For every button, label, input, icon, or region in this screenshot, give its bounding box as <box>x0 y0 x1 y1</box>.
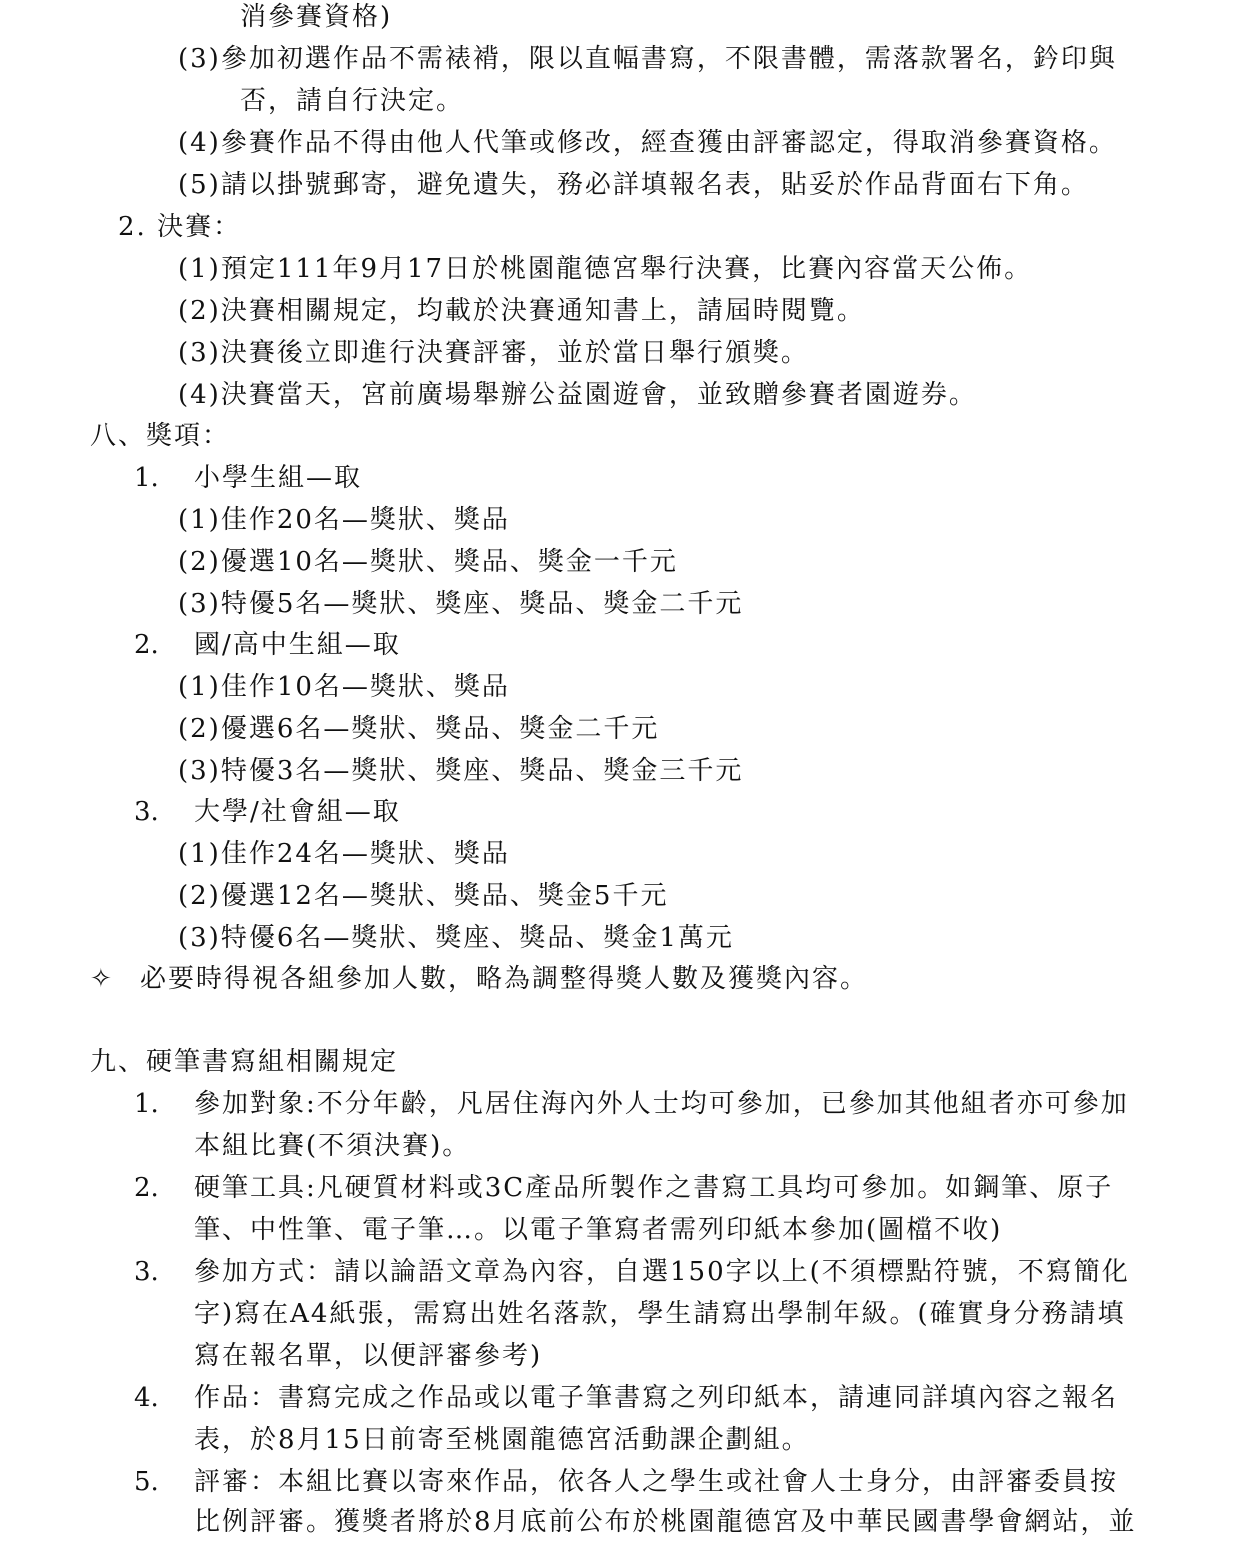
list-number: 1. <box>134 463 159 493</box>
text-line: (2)決賽相關規定，均載於決賽通知書上，請屆時閱覽。 <box>178 296 865 326</box>
text-line: 否，請自行決定。 <box>240 86 465 116</box>
rule-item-continued: 比例評審。獲獎者將於8月底前公布於桃園龍德宮及中華民國書學會網站，並 <box>194 1507 1137 1537</box>
rule-item-continued: 表，於8月15日前寄至桃園龍德宮活動課企劃組。 <box>194 1425 810 1455</box>
award-group-heading: 國/高中生組—取 <box>194 630 401 660</box>
text-line: (4)參賽作品不得由他人代筆或修改，經查獲由評審認定，得取消參賽資格。 <box>178 128 1117 158</box>
rule-item-continued: 筆、中性筆、電子筆…。以電子筆寫者需列印紙本參加(圖檔不收) <box>194 1215 1003 1245</box>
award-item: (3)特優5名—獎狀、獎座、獎品、獎金二千元 <box>178 589 744 619</box>
list-number: 1. <box>134 1089 159 1119</box>
subsection-heading: 2. 決賽： <box>118 212 242 242</box>
rule-item-continued: 字)寫在A4紙張，需寫出姓名落款，學生請寫出學制年級。(確實身分務請填 <box>194 1299 1126 1329</box>
award-item: (3)特優6名—獎狀、獎座、獎品、獎金1萬元 <box>178 923 734 953</box>
text-line: (4)決賽當天，宮前廣場舉辦公益園遊會，並致贈參賽者園遊券。 <box>178 380 977 410</box>
award-item: (2)優選12名—獎狀、獎品、獎金5千元 <box>178 881 669 911</box>
text-line: (1)預定111年9月17日於桃園龍德宮舉行決賽，比賽內容當天公佈。 <box>178 254 1033 284</box>
text-line: (5)請以掛號郵寄，避免遺失，務必詳填報名表，貼妥於作品背面右下角。 <box>178 170 1089 200</box>
rule-item: 評審：本組比賽以寄來作品，依各人之學生或社會人士身分，由評審委員按 <box>194 1467 1119 1497</box>
award-item: (1)佳作24名—獎狀、獎品 <box>178 839 510 869</box>
list-number: 4. <box>134 1383 159 1413</box>
text-line: (3)參加初選作品不需裱褙，限以直幅書寫，不限書體，需落款署名，鈐印與 <box>178 44 1117 74</box>
award-item: (1)佳作20名—獎狀、獎品 <box>178 505 510 535</box>
award-item: (2)優選10名—獎狀、獎品、獎金一千元 <box>178 547 678 577</box>
award-item: (1)佳作10名—獎狀、獎品 <box>178 672 510 702</box>
rule-item: 硬筆工具:凡硬質材料或3C產品所製作之書寫工具均可參加。如鋼筆、原子 <box>194 1173 1114 1203</box>
rule-item-continued: 寫在報名單，以便評審參考) <box>194 1341 543 1371</box>
award-item: (2)優選6名—獎狀、獎品、獎金二千元 <box>178 714 660 744</box>
list-number: 2. <box>134 1173 159 1203</box>
rule-item: 參加方式：請以論語文章為內容，自選150字以上(不須標點符號，不寫簡化 <box>194 1257 1130 1287</box>
text-line: (3)決賽後立即進行決賽評審，並於當日舉行頒獎。 <box>178 338 809 368</box>
section-heading-hardpen: 九、硬筆書寫組相關規定 <box>90 1047 399 1077</box>
list-number: 3. <box>134 1257 159 1287</box>
list-number: 3. <box>134 797 159 827</box>
text-line: 消參賽資格) <box>240 2 393 32</box>
award-item: (3)特優3名—獎狀、獎座、獎品、獎金三千元 <box>178 756 744 786</box>
list-number: 2. <box>134 630 159 660</box>
award-group-heading: 大學/社會組—取 <box>194 797 401 827</box>
section-heading-awards: 八、獎項： <box>90 421 231 451</box>
rule-item: 參加對象:不分年齡，凡居住海內外人士均可參加，已參加其他組者亦可參加 <box>194 1089 1129 1119</box>
note-line: 必要時得視各組參加人數，略為調整得獎人數及獲獎內容。 <box>140 964 869 994</box>
rule-item: 作品：書寫完成之作品或以電子筆書寫之列印紙本，請連同詳填內容之報名 <box>194 1383 1119 1413</box>
rule-item-continued: 本組比賽(不須決賽)。 <box>194 1131 471 1161</box>
star-bullet-icon: ✧ <box>90 964 112 994</box>
award-group-heading: 小學生組—取 <box>194 463 363 493</box>
list-number: 5. <box>134 1467 159 1497</box>
